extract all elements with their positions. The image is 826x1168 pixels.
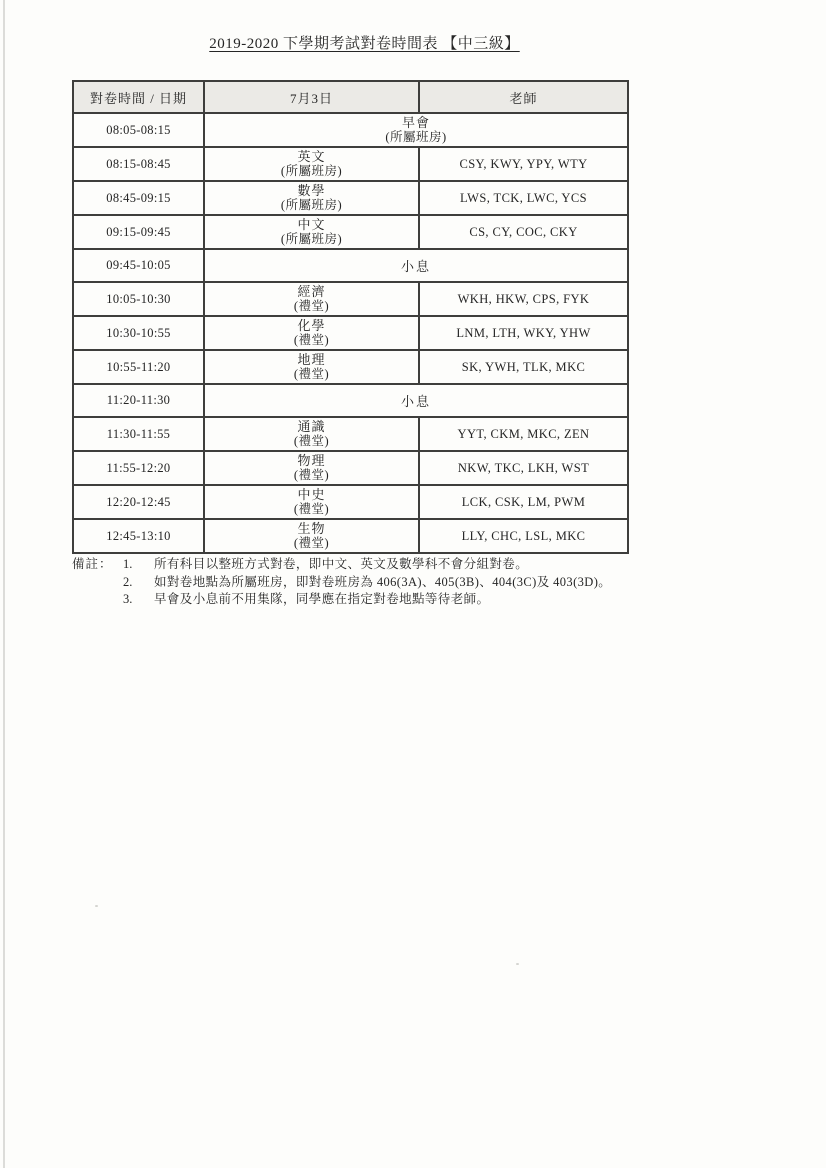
exam-timetable [72,80,629,554]
table-row-assembly [73,113,628,147]
time-cell: 10:05-10:30 [73,282,204,316]
teachers-cell: LCK, CSK, LM, PWM [419,485,628,519]
subject-name: 數學 [297,183,326,198]
subject-location: (所屬班房) [385,130,447,144]
remarks-section [72,556,672,609]
time-cell: 11:20-11:30 [73,384,204,417]
subject-location: (所屬班房) [280,198,343,212]
time-cell: 12:45-13:10 [73,519,204,553]
time-cell: 11:30-11:55 [73,417,204,451]
subject-location: (禮堂) [293,468,330,482]
table-row-liberal-studies [73,417,628,451]
remark-text: 所有科目以整班方式對卷，即中文、英文及數學科不會分組對卷。 [154,557,529,571]
remark-item [123,556,672,574]
remarks-block [72,556,672,609]
subject-location: (禮堂) [293,434,330,448]
header-date: 7月3日 [204,81,419,113]
subject-location: (所屬班房) [280,164,343,178]
page-title: 2019-2020 下學期考試對卷時間表 【中三級】 [209,36,520,52]
subject-name: 中文 [297,217,326,232]
teachers-cell: LNM, LTH, WKY, YHW [419,316,628,350]
remark-number: 2. [123,574,133,589]
subject-name: 早會 [401,115,430,130]
subject-cell [204,282,419,316]
table-row-biology [73,519,628,553]
subject-name: 地理 [297,352,326,367]
subject-cell [204,350,419,384]
table-row-chinese-history [73,485,628,519]
header-time-date: 對卷時間 / 日期 [73,81,204,113]
scan-speck [95,905,98,907]
subject-location: (禮堂) [293,536,330,550]
table-row-physics [73,451,628,485]
table-row-maths [73,181,628,215]
time-cell: 10:55-11:20 [73,350,204,384]
subject-cell [204,417,419,451]
recess-cell: 小息 [204,249,628,282]
subject-name: 中史 [297,487,326,502]
time-cell: 10:30-10:55 [73,316,204,350]
teachers-cell: WKH, HKW, CPS, FYK [419,282,628,316]
subject-location: (禮堂) [293,333,330,347]
subject-cell [204,485,419,519]
subject-name: 經濟 [297,284,326,299]
remark-text: 如對卷地點為所屬班房，即對卷班房為 406(3A)、405(3B)、404(3C)及 403(3D)。 [154,574,612,589]
time-cell: 12:20-12:45 [73,485,204,519]
teachers-cell: SK, YWH, TLK, MKC [419,350,628,384]
subject-name: 通識 [297,419,326,434]
table-row-recess-1 [73,249,628,282]
subject-cell [204,451,419,485]
remark-item [123,591,672,609]
teachers-cell: NKW, TKC, LKH, WST [419,451,628,485]
subject-location: (禮堂) [293,502,330,516]
remark-item [123,574,672,592]
time-cell: 09:45-10:05 [73,249,204,282]
teachers-cell: LLY, CHC, LSL, MKC [419,519,628,553]
subject-cell [204,519,419,553]
table-row-economics [73,282,628,316]
time-cell: 08:15-08:45 [73,147,204,181]
recess-cell: 小息 [204,384,628,417]
time-cell: 09:15-09:45 [73,215,204,249]
teachers-cell: LWS, TCK, LWC, YCS [419,181,628,215]
subject-cell [204,181,419,215]
subject-location: (禮堂) [293,367,330,381]
subject-location: (禮堂) [293,299,330,313]
subject-name: 生物 [297,521,326,536]
remark-number: 3. [123,592,133,606]
time-cell: 11:55-12:20 [73,451,204,485]
subject-cell [204,316,419,350]
table-row-geography [73,350,628,384]
remarks-label: 備註： [72,557,113,571]
table-row-recess-2 [73,384,628,417]
remarks-list [123,556,672,609]
scan-speck [516,963,519,965]
table-row-english [73,147,628,181]
merged-activity-cell [204,113,628,147]
subject-name: 物理 [297,453,326,468]
table-header-row [73,81,628,113]
header-teacher: 老師 [419,81,628,113]
table-row-chinese [73,215,628,249]
teachers-cell: CS, CY, COC, CKY [419,215,628,249]
table-row-chemistry [73,316,628,350]
remark-text: 早會及小息前不用集隊，同學應在指定對卷地點等待老師。 [154,592,490,606]
time-cell: 08:05-08:15 [73,113,204,147]
subject-location: (所屬班房) [280,232,343,246]
subject-cell [204,147,419,181]
remark-number: 1. [123,557,133,571]
time-cell: 08:45-09:15 [73,181,204,215]
scan-edge-artifact [3,0,5,1168]
teachers-cell: YYT, CKM, MKC, ZEN [419,417,628,451]
teachers-cell: CSY, KWY, YPY, WTY [419,147,628,181]
subject-cell [204,215,419,249]
subject-name: 英文 [297,149,326,164]
subject-name: 化學 [297,318,326,333]
